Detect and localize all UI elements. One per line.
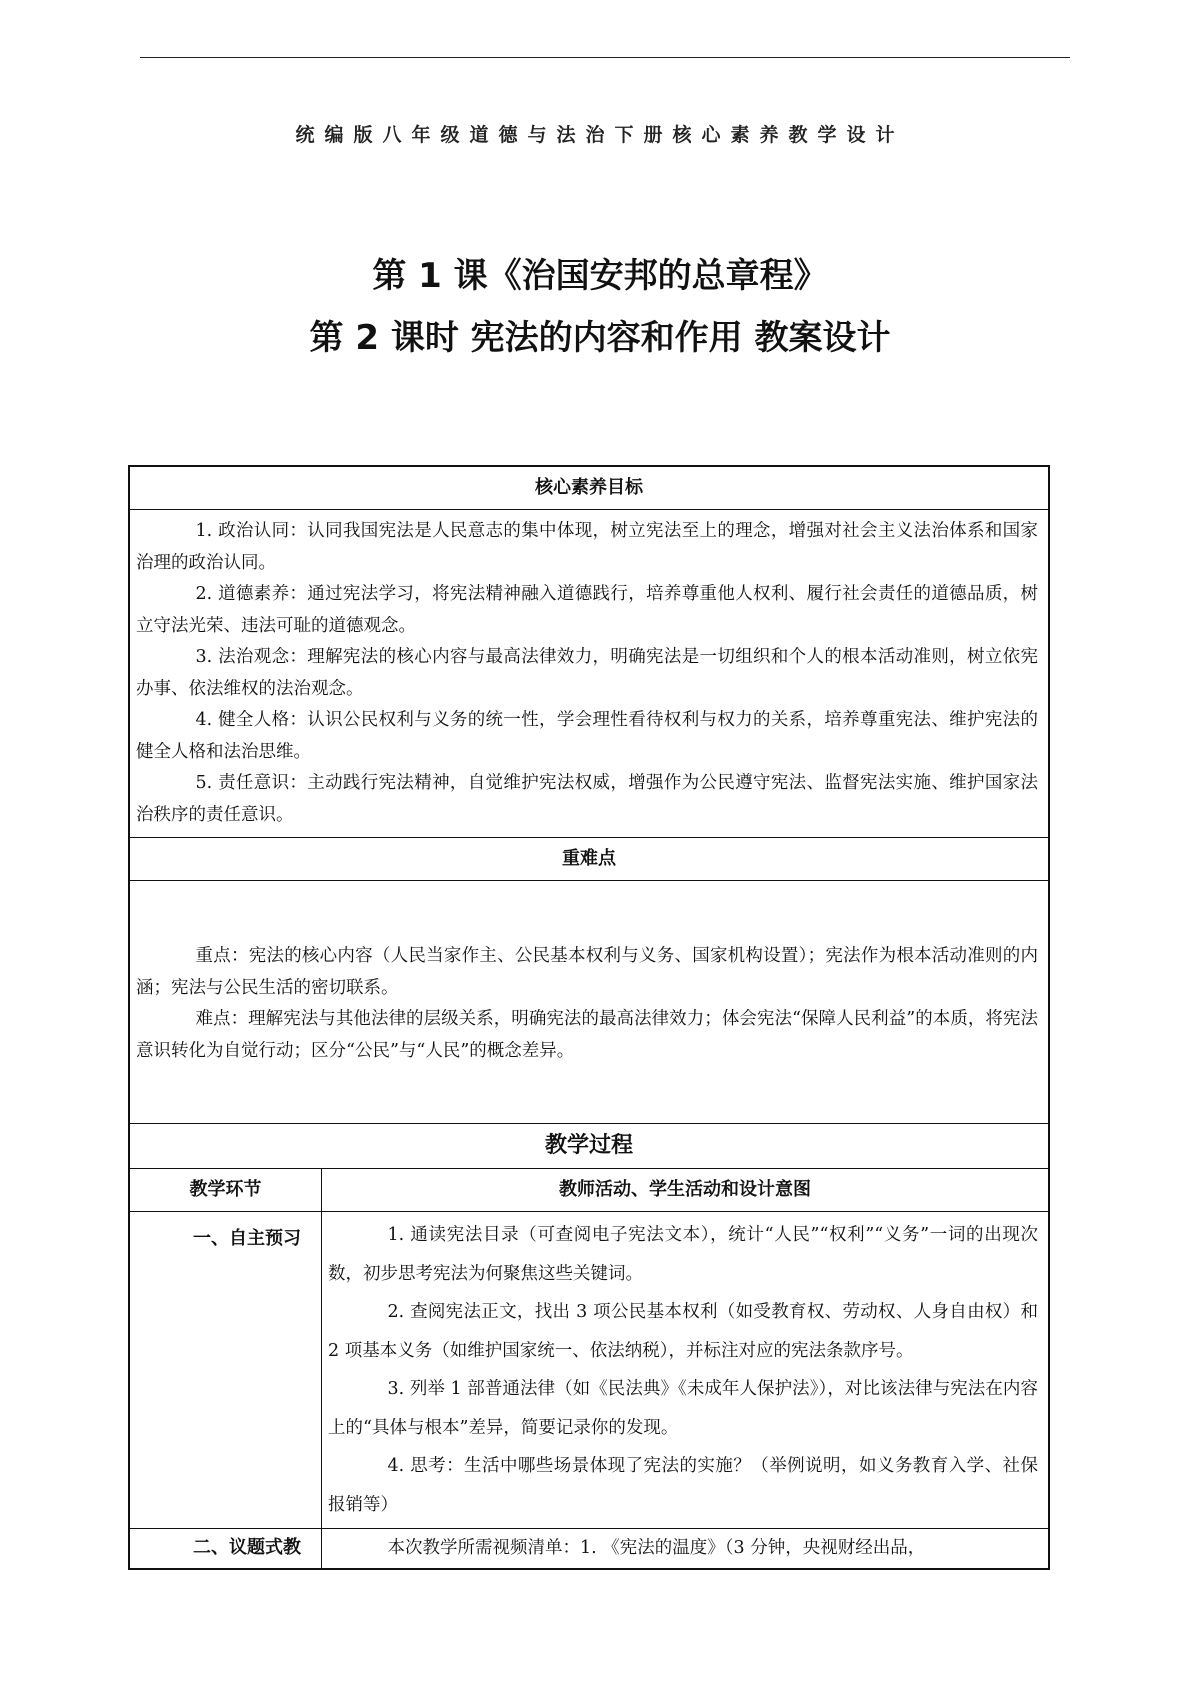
step-item: 1. 通读宪法目录（可查阅电子宪法文本），统计“人民”“权利”“义务”一词的出现次数，初步思考宪法为何聚焦这些关键词。 xyxy=(328,1225,1038,1284)
step-name: 二、议题式教 xyxy=(130,1529,322,1568)
column-header-activities: 教师活动、学生活动和设计意图 xyxy=(559,1179,811,1200)
goal-item: 1. 政治认同：认同我国宪法是人民意志的集中体现，树立宪法至上的理念，增强对社会主义法治体系和国家治理的政治认同。 xyxy=(136,521,1038,573)
goals-heading: 核心素养目标 xyxy=(535,477,643,498)
step-row xyxy=(130,1528,1048,1568)
step-item: 本次教学所需视频清单：1. 《宪法的温度》（3 分钟，央视财经出品， xyxy=(387,1538,926,1558)
goal-item: 4. 健全人格：认识公民权利与义务的统一性，学会理性看待权利与权力的关系，培养尊重宪法、维护宪法的健全人格和法治思维。 xyxy=(136,710,1038,762)
step-item: 4. 思考：生活中哪些场景体现了宪法的实施？（举例说明，如义务教育入学、社保报销等） xyxy=(328,1456,1038,1515)
goal-item: 2. 道德素养：通过宪法学习，将宪法精神融入道德践行，培养尊重他人权利、履行社会责任的道德品质，树立守法光荣、违法可耻的道德观念。 xyxy=(136,584,1038,636)
process-column-header xyxy=(130,1168,1048,1211)
header-rule xyxy=(140,57,1070,58)
step-row xyxy=(130,1211,1048,1528)
lesson-title: 第 1 课《治国安邦的总章程》 xyxy=(372,256,828,296)
step-name: 一、自主预习 xyxy=(130,1212,322,1528)
step-item: 2. 查阅宪法正文，找出 3 项公民基本权利（如受教育权、劳动权、人身自由权）和 2 项基本义务（如维护国家统一、依法纳税），并标注对应的宪法条款序号。 xyxy=(328,1302,1038,1361)
lesson-subtitle: 第 2 课时 宪法的内容和作用 教案设计 xyxy=(309,318,891,358)
key-point-item: 重点：宪法的核心内容（人民当家作主、公民基本权利与义务、国家机构设置）；宪法作为根本活动准则的内涵；宪法与公民生活的密切联系。 xyxy=(136,946,1038,998)
goals-body xyxy=(130,509,1048,837)
step-content xyxy=(322,1529,1048,1568)
key-points-body xyxy=(130,880,1048,1123)
step-content xyxy=(322,1212,1048,1528)
step-item: 3. 列举 1 部普通法律（如《民法典》《未成年人保护法》），对比该法律与宪法在内容上的“具体与根本”差异，简要记录你的发现。 xyxy=(328,1379,1038,1438)
key-points-heading: 重难点 xyxy=(130,837,1048,880)
series-title: 统编版八年级道德与法治下册核心素养教学设计 xyxy=(295,124,905,146)
goal-item: 3. 法治观念：理解宪法的核心内容与最高法律效力，明确宪法是一切组织和个人的根本活动准则，树立依宪办事、依法维权的法治观念。 xyxy=(136,647,1038,699)
goal-item: 5. 责任意识：主动践行宪法精神，自觉维护宪法权威，增强作为公民遵守宪法、监督宪法实施、维护国家法治秩序的责任意识。 xyxy=(136,773,1038,825)
process-heading: 教学过程 xyxy=(130,1123,1048,1168)
lesson-plan-table xyxy=(128,465,1050,1570)
key-point-item: 难点：理解宪法与其他法律的层级关系，明确宪法的最高法律效力；体会宪法“保障人民利益”的本质，将宪法意识转化为自觉行动；区分“公民”与“人民”的概念差异。 xyxy=(136,1009,1038,1061)
column-header-step: 教学环节 xyxy=(130,1169,322,1211)
